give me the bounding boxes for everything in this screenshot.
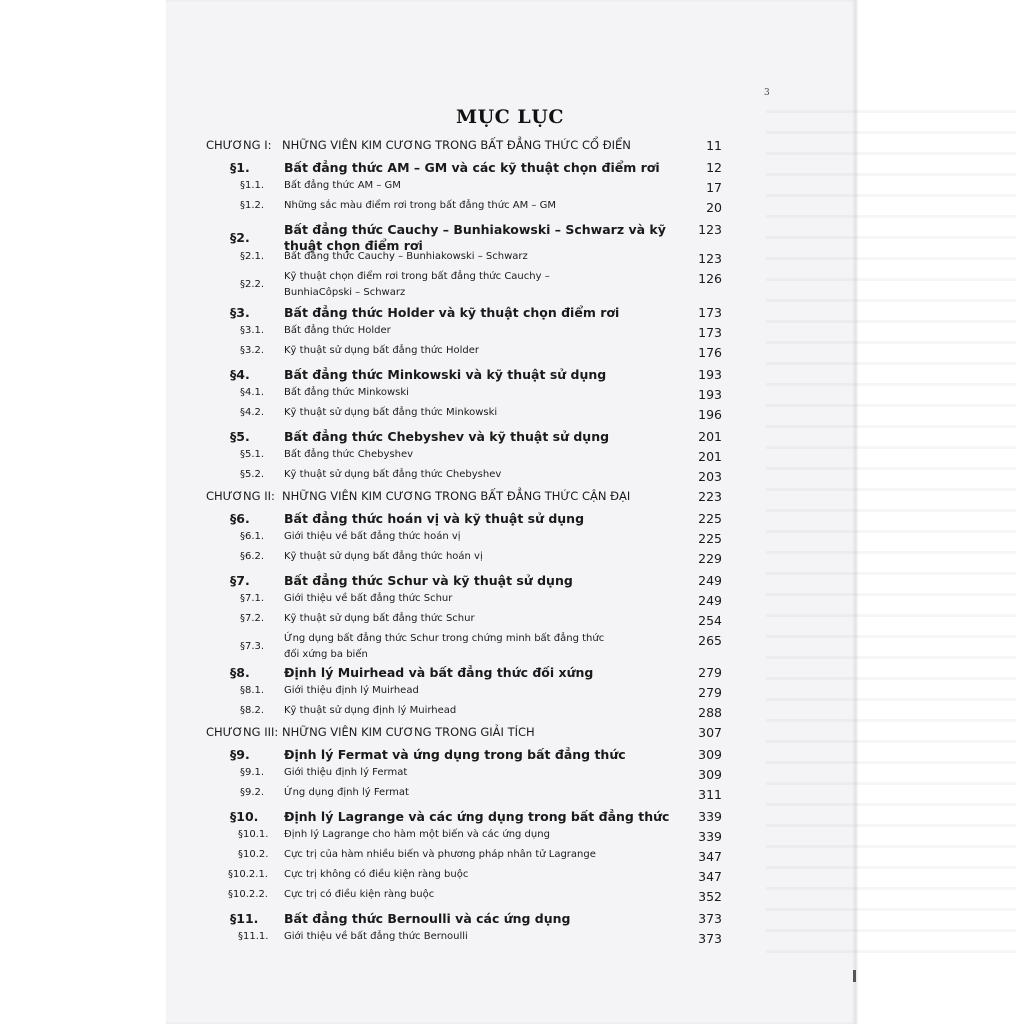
toc-entry-page: 201 xyxy=(698,449,722,464)
toc-entry xyxy=(0,767,1024,787)
toc-entry xyxy=(0,251,1024,271)
toc-entry-title: Định lý Muirhead và bất đẳng thức đối xứng xyxy=(284,665,594,680)
toc-entry xyxy=(0,911,1024,931)
toc-entry-page: 311 xyxy=(698,787,722,802)
toc-entry-number: §1. xyxy=(230,160,250,175)
toc-entry-title: Bất đẳng thức Minkowski xyxy=(284,387,409,398)
toc-entry xyxy=(0,449,1024,469)
toc-entry-number: §2. xyxy=(230,230,250,245)
toc-entry xyxy=(0,685,1024,705)
toc-entry xyxy=(0,931,1024,951)
toc-entry-page: 279 xyxy=(698,665,722,680)
toc-entry xyxy=(0,705,1024,725)
toc-entry-number: §10.2.1. xyxy=(228,869,268,880)
toc-entry-number: §6.2. xyxy=(240,551,265,562)
toc-entry-number: §4.2. xyxy=(240,407,265,418)
toc-entry-page: 126 xyxy=(698,271,722,286)
toc-entry-page: 288 xyxy=(698,705,722,720)
toc-entry xyxy=(0,889,1024,909)
toc-entry-page: 249 xyxy=(698,573,722,588)
toc-entry xyxy=(0,407,1024,427)
toc-entry xyxy=(0,489,1024,509)
toc-entry-page: 20 xyxy=(706,200,722,215)
toc-entry-page: 225 xyxy=(698,511,722,526)
toc-entry-title: Giới thiệu về bất đẳng thức Bernoulli xyxy=(284,931,468,942)
toc-entry-number: §4.1. xyxy=(240,387,265,398)
toc-entry xyxy=(0,469,1024,489)
toc-entry-title: NHỮNG VIÊN KIM CƯƠNG TRONG BẤT ĐẲNG THỨC CỔ ĐIỂN xyxy=(282,138,631,152)
toc-entry xyxy=(0,367,1024,387)
toc-entry xyxy=(0,160,1024,180)
toc-entry-number: §9.1. xyxy=(240,767,265,778)
toc-entry-title: Định lý Lagrange cho hàm một biến và các ứng dụng xyxy=(284,829,550,840)
toc-entry-title: Những sắc màu điểm rơi trong bất đẳng thức AM – GM xyxy=(284,200,556,211)
toc-entry-page: 193 xyxy=(698,367,722,382)
toc-entry-title: Bất đẳng thức AM – GM xyxy=(284,180,401,191)
toc-entry xyxy=(0,511,1024,531)
toc-entry-title: Bất đẳng thức Minkowski và kỹ thuật sử dụng xyxy=(284,367,607,382)
toc-entry xyxy=(0,787,1024,807)
toc-entry-title: Kỹ thuật sử dụng bất đẳng thức Holder xyxy=(284,345,479,356)
toc-entry xyxy=(0,222,1024,253)
toc-entry-title: Cực trị của hàm nhiều biến và phương pháp nhân tử Lagrange xyxy=(284,849,596,860)
toc-entry-number: §9. xyxy=(230,747,250,762)
toc-entry-number: §10.1. xyxy=(238,829,269,840)
toc-entry-number: §1.1. xyxy=(240,180,265,191)
toc-entry-number: CHƯƠNG II: xyxy=(206,489,275,503)
toc-entry-number: §7. xyxy=(230,573,250,588)
toc-entry-title: NHỮNG VIÊN KIM CƯƠNG TRONG BẤT ĐẲNG THỨC CẬN ĐẠI xyxy=(282,489,631,503)
toc-entry-number: §3. xyxy=(230,305,250,320)
toc-entry-title: Giới thiệu định lý Muirhead xyxy=(284,685,419,696)
toc-entry-number: CHƯƠNG I: xyxy=(206,138,272,152)
toc-entry-title: Kỹ thuật sử dụng bất đẳng thức hoán vị xyxy=(284,551,483,562)
toc-entry-title: Bất đẳng thức Holder và kỹ thuật chọn điểm rơi xyxy=(284,305,620,320)
toc-entry-number: §2.2. xyxy=(240,279,265,290)
toc-entry xyxy=(0,829,1024,849)
toc-entry xyxy=(0,665,1024,685)
toc-entry-page: 173 xyxy=(698,305,722,320)
toc-entry-title: Định lý Fermat và ứng dụng trong bất đẳng thức xyxy=(284,747,626,762)
toc-entry-number: §1.2. xyxy=(240,200,265,211)
toc-entry-title: Giới thiệu về bất đẳng thức hoán vị xyxy=(284,531,461,542)
toc-entry-number: §6.1. xyxy=(240,531,265,542)
toc-entry-number: §2.1. xyxy=(240,251,265,262)
toc-entry xyxy=(0,531,1024,551)
toc-entry xyxy=(0,613,1024,633)
toc-entry xyxy=(0,271,1024,298)
page-edge-mark xyxy=(853,970,856,982)
toc-entry-page: 173 xyxy=(698,325,722,340)
page-title: MỤC LỤC xyxy=(456,106,564,128)
toc-entry-title: Bất đẳng thức Cauchy – Bunhiakowski – Schwarz xyxy=(284,251,528,262)
toc-entry-title: Bất đẳng thức Bernoulli và các ứng dụng xyxy=(284,911,571,926)
toc-entry-title: Giới thiệu định lý Fermat xyxy=(284,767,408,778)
toc-entry-number: §11.1. xyxy=(238,931,269,942)
toc-entry-page: 193 xyxy=(698,387,722,402)
toc-entry-number: §6. xyxy=(230,511,250,526)
toc-entry-page: 203 xyxy=(698,469,722,484)
toc-entry-number: §4. xyxy=(230,367,250,382)
toc-entry-title: Định lý Lagrange và các ứng dụng trong bất đẳng thức xyxy=(284,809,670,824)
toc-entry-title: Bất đẳng thức Chebyshev xyxy=(284,449,414,460)
toc-entry-title: Bất đẳng thức Holder xyxy=(284,325,391,336)
toc-entry-number: §3.1. xyxy=(240,325,265,336)
toc-entry-page: 373 xyxy=(698,911,722,926)
toc-entry-title: Bất đẳng thức Cauchy – Bunhiakowski – Schwarz và kỹ xyxy=(284,222,666,237)
toc-entry-number: §8.2. xyxy=(240,705,265,716)
toc-entry-page: 279 xyxy=(698,685,722,700)
toc-entry-title: Bất đẳng thức Schur và kỹ thuật sử dụng xyxy=(284,573,573,588)
toc-entry-page: 309 xyxy=(698,747,722,762)
toc-entry-number: CHƯƠNG III: xyxy=(206,725,279,739)
toc-entry-page: 196 xyxy=(698,407,722,422)
toc-entry xyxy=(0,429,1024,449)
toc-entry xyxy=(0,138,1024,158)
toc-entry-page: 254 xyxy=(698,613,722,628)
toc-entry-title-continued: đối xứng ba biến xyxy=(284,649,368,660)
toc-entry-page: 373 xyxy=(698,931,722,946)
toc-entry-title-continued: thuật chọn điểm rơi xyxy=(284,238,423,253)
toc-entry-title: Bất đẳng thức hoán vị và kỹ thuật sử dụng xyxy=(284,511,585,526)
toc-entry-page: 339 xyxy=(698,829,722,844)
toc-entry xyxy=(0,305,1024,325)
toc-entry-number: §5.1. xyxy=(240,449,265,460)
toc-entry-page: 201 xyxy=(698,429,722,444)
toc-entry-page: 339 xyxy=(698,809,722,824)
toc-entry xyxy=(0,551,1024,571)
toc-entry-page: 249 xyxy=(698,593,722,608)
toc-entry-title: Kỹ thuật sử dụng bất đẳng thức Schur xyxy=(284,613,475,624)
toc-entry-title: Kỹ thuật sử dụng bất đẳng thức Minkowski xyxy=(284,407,498,418)
toc-entry xyxy=(0,725,1024,745)
toc-entry xyxy=(0,387,1024,407)
toc-entry-page: 123 xyxy=(698,222,722,237)
toc-entry-page: 307 xyxy=(698,725,722,740)
toc-entry-number: §5.2. xyxy=(240,469,265,480)
toc-entry-title: Ứng dụng bất đẳng thức Schur trong chứng minh bất đẳng thức xyxy=(284,633,605,644)
toc-entry-number: §7.3. xyxy=(240,641,265,652)
toc-entry-page: 225 xyxy=(698,531,722,546)
toc-entry-page: 347 xyxy=(698,869,722,884)
toc-entry xyxy=(0,809,1024,829)
toc-entry-number: §7.1. xyxy=(240,593,265,604)
toc-entry xyxy=(0,345,1024,365)
toc-entry-title: Ứng dụng định lý Fermat xyxy=(284,787,409,798)
toc-entry-number: §9.2. xyxy=(240,787,265,798)
toc-entry-number: §8.1. xyxy=(240,685,265,696)
toc-entry-page: 352 xyxy=(698,889,722,904)
toc-entry-page: 229 xyxy=(698,551,722,566)
toc-entry-number: §3.2. xyxy=(240,345,265,356)
toc-entry-number: §10.2.2. xyxy=(228,889,268,900)
toc-entry-number: §7.2. xyxy=(240,613,265,624)
page-corner-mark: 3 xyxy=(764,88,770,98)
toc-entry-page: 17 xyxy=(706,180,722,195)
toc-entry-page: 309 xyxy=(698,767,722,782)
toc-entry-title: Kỹ thuật chọn điểm rơi trong bất đẳng thức Cauchy – xyxy=(284,271,550,282)
toc-entry xyxy=(0,200,1024,220)
toc-entry-title: Kỹ thuật sử dụng định lý Muirhead xyxy=(284,705,457,716)
toc-entry xyxy=(0,869,1024,889)
toc-entry-page: 12 xyxy=(706,160,722,175)
toc-entry-page: 265 xyxy=(698,633,722,648)
toc-entry xyxy=(0,180,1024,200)
toc-entry-title: Kỹ thuật sử dụng bất đẳng thức Chebyshev xyxy=(284,469,502,480)
toc-entry-title: Bất đẳng thức AM – GM và các kỹ thuật chọn điểm rơi xyxy=(284,160,660,175)
toc-entry-number: §11. xyxy=(230,911,259,926)
toc-entry-number: §8. xyxy=(230,665,250,680)
toc-entry-title: Cực trị không có điều kiện ràng buộc xyxy=(284,869,469,880)
toc-entry-number: §5. xyxy=(230,429,250,444)
toc-entry-title: Cực trị có điều kiện ràng buộc xyxy=(284,889,435,900)
toc-entry-title: Giới thiệu về bất đẳng thức Schur xyxy=(284,593,453,604)
toc-entry xyxy=(0,573,1024,593)
toc-entry xyxy=(0,593,1024,613)
toc-entry xyxy=(0,633,1024,660)
toc-entry xyxy=(0,325,1024,345)
toc-entry-title: Bất đẳng thức Chebyshev và kỹ thuật sử dụng xyxy=(284,429,610,444)
toc-entry-number: §10.2. xyxy=(238,849,269,860)
toc-entry-number: §10. xyxy=(230,809,259,824)
toc-entry-title: NHỮNG VIÊN KIM CƯƠNG TRONG GIẢI TÍCH xyxy=(282,725,535,739)
toc-entry-page: 176 xyxy=(698,345,722,360)
toc-entry-page: 347 xyxy=(698,849,722,864)
toc-entry-page: 223 xyxy=(698,489,722,504)
toc-entry-page: 11 xyxy=(706,138,722,153)
toc-entry xyxy=(0,849,1024,869)
toc-entry xyxy=(0,747,1024,767)
toc-entry-title-continued: BunhiaCôpski – Schwarz xyxy=(284,287,406,298)
toc-entry-page: 123 xyxy=(698,251,722,266)
